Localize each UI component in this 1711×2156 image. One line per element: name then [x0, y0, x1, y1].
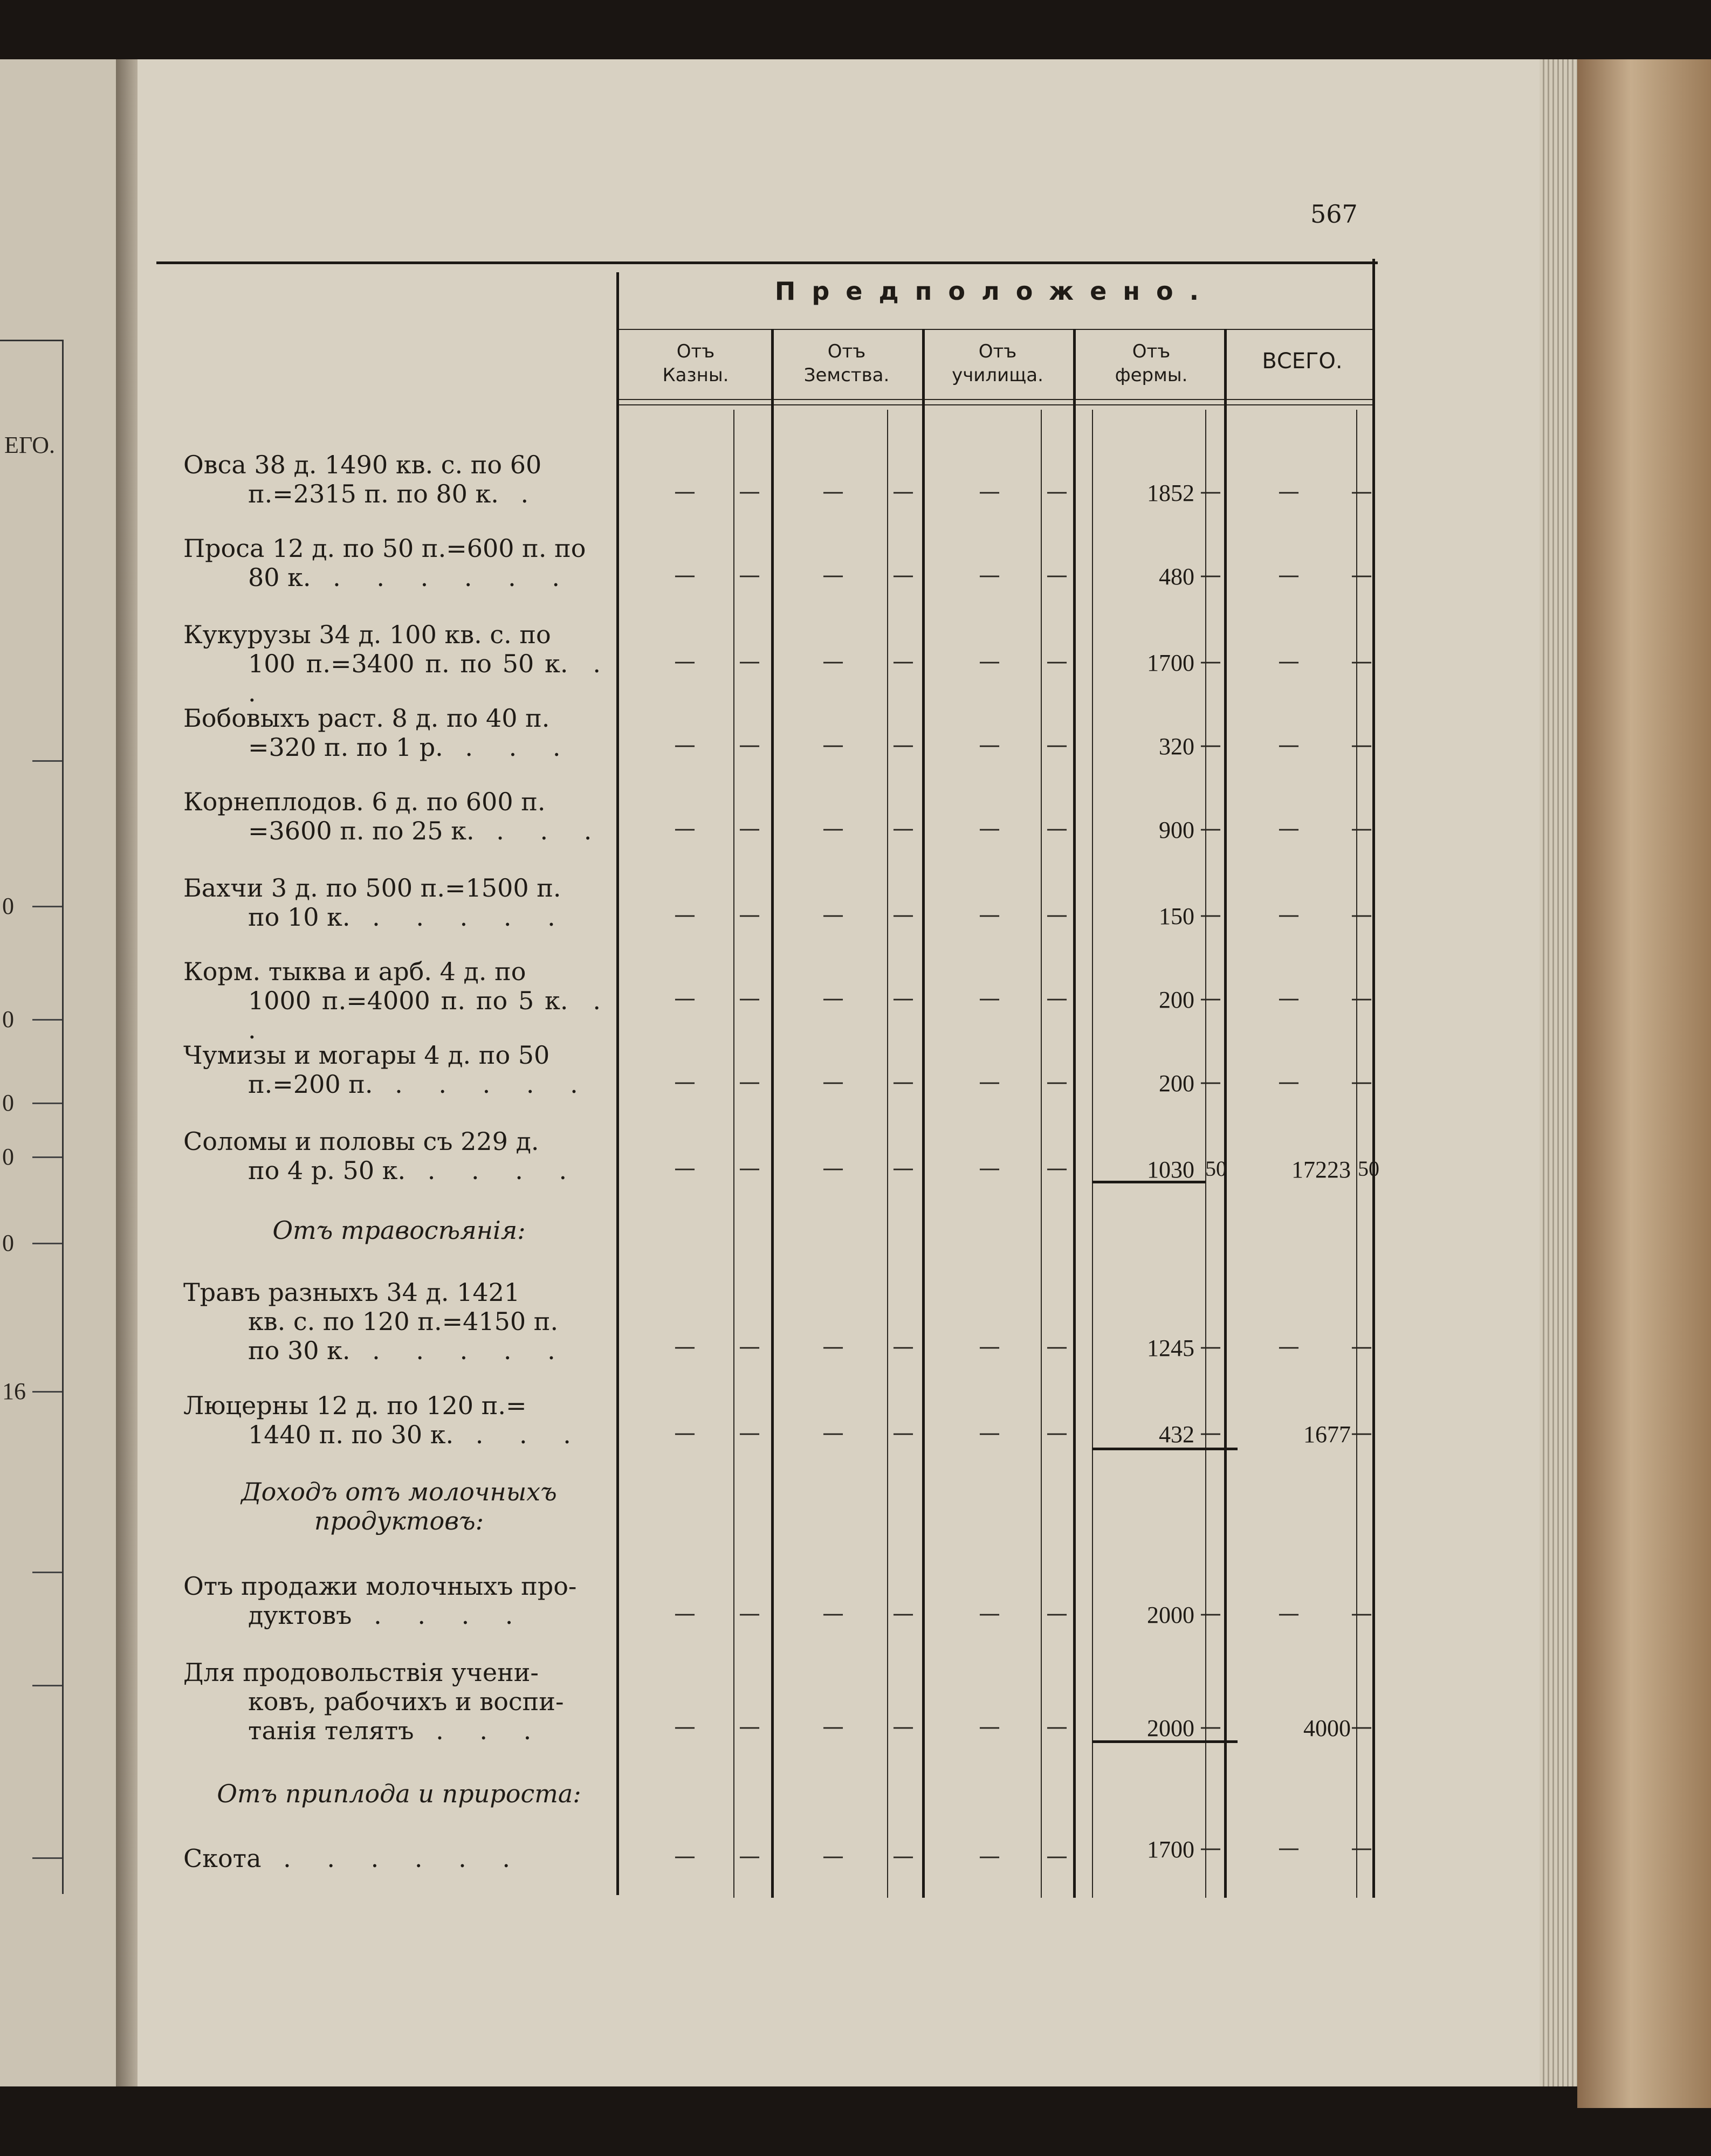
row-label-line: Корнеплодов. 6 д. по 600 п. [183, 787, 546, 816]
previous-page-rule [32, 1685, 62, 1686]
leader-dots: . . . [453, 1420, 585, 1449]
row-label-line: Корм. тыква и арб. 4 д. по [183, 957, 526, 986]
empty-cell-dash: — [1200, 986, 1221, 1011]
leader-dots: . [498, 479, 543, 508]
empty-cell-dash: — [1278, 903, 1300, 927]
empty-cell-dash: — [979, 1601, 1000, 1626]
empty-cell-dash: — [739, 903, 760, 927]
column-rule [887, 410, 888, 1898]
row-label [183, 1391, 615, 1449]
empty-cell-dash: — [979, 1844, 1000, 1869]
empty-cell-dash: — [674, 1156, 696, 1181]
empty-cell-dash: — [822, 1334, 844, 1359]
total-value: 4000 [1303, 1715, 1351, 1741]
column-rule [1041, 410, 1042, 1898]
column-header-zemstvo: Отъ Земства. [803, 341, 890, 386]
empty-cell-dash: — [979, 479, 1000, 504]
row-label-line: кв. с. по 120 п.=4150 п. [248, 1307, 559, 1336]
row-label-line: Скота [183, 1844, 262, 1873]
empty-cell-dash: — [739, 816, 760, 841]
empty-cell-dash: — [822, 1844, 844, 1869]
empty-cell-dash: — [674, 733, 696, 757]
row-label-line: Отъ продажи молочныхъ про- [183, 1572, 577, 1601]
column-header-ferma: Отъ фермы. [1115, 341, 1188, 386]
empty-cell-dash: — [1351, 733, 1372, 757]
row-label [183, 957, 615, 1044]
empty-cell-dash: — [1046, 1421, 1068, 1445]
empty-cell-dash: — [674, 903, 696, 927]
row-label [183, 787, 615, 845]
header-rule [619, 404, 1372, 405]
empty-cell-dash: — [1046, 479, 1068, 504]
empty-cell-dash: — [674, 1334, 696, 1359]
book-cover [1577, 59, 1711, 2108]
empty-cell-dash: — [1278, 816, 1300, 841]
empty-cell-dash: — [674, 1421, 696, 1445]
leader-dots: . . [248, 649, 615, 707]
row-label [183, 534, 615, 592]
page-number: 567 [1310, 199, 1358, 229]
row-label [183, 620, 615, 707]
leader-dots: . . . . . [350, 903, 569, 932]
empty-cell-dash: — [1351, 1601, 1372, 1626]
row-label [183, 1127, 615, 1185]
empty-cell-dash: — [1200, 816, 1221, 841]
section-heading: Отъ приплода и прироста: [217, 1779, 581, 1808]
empty-cell-dash: — [1046, 1070, 1068, 1094]
empty-cell-dash: — [1200, 1070, 1221, 1094]
empty-cell-dash: — [822, 649, 844, 674]
previous-page-value: 0 [2, 893, 14, 919]
empty-cell-dash: — [822, 1156, 844, 1181]
empty-cell-dash: — [1278, 1334, 1300, 1359]
row-label-line: 100 п.=3400 п. по 50 к. . . [248, 649, 615, 707]
empty-cell-dash: — [739, 1156, 760, 1181]
row-label-line: Бобовыхъ раст. 8 д. по 40 п. [183, 704, 550, 733]
empty-cell-dash: — [1200, 1421, 1221, 1445]
subtotal-rule [1092, 1740, 1238, 1743]
row-label-line: Чумизы и могары 4 д. по 50 [183, 1041, 550, 1070]
empty-cell-dash: — [892, 1070, 914, 1094]
row-label-line: 80 к. . . . . . . [248, 563, 574, 592]
empty-cell-dash: — [674, 1070, 696, 1094]
empty-cell-dash: — [979, 1334, 1000, 1359]
row-label-line: 1000 п.=4000 п. по 5 к. . . [248, 986, 615, 1044]
ferm-value: 1852 [1147, 480, 1194, 506]
empty-cell-dash: — [1351, 649, 1372, 674]
empty-cell-dash: — [1046, 733, 1068, 757]
empty-cell-dash: — [739, 1334, 760, 1359]
ferm-kopecks: 50 [1205, 1156, 1227, 1181]
empty-cell-dash: — [1046, 986, 1068, 1011]
empty-cell-dash: — [822, 816, 844, 841]
empty-cell-dash: — [674, 986, 696, 1011]
ferm-value: 150 [1159, 903, 1194, 929]
empty-cell-dash: — [892, 1334, 914, 1359]
row-label-line: п.=2315 п. по 80 к. . [248, 479, 543, 508]
empty-cell-dash: — [979, 1156, 1000, 1181]
empty-cell-dash: — [979, 816, 1000, 841]
empty-cell-dash: — [739, 1714, 760, 1739]
empty-cell-dash: — [1046, 903, 1068, 927]
leader-dots: . . . . . [373, 1070, 592, 1099]
empty-cell-dash: — [892, 1601, 914, 1626]
row-label [183, 450, 615, 508]
empty-cell-dash: — [1200, 563, 1221, 588]
empty-cell-dash: — [979, 563, 1000, 588]
empty-cell-dash: — [979, 649, 1000, 674]
row-label-line: Для продовольствія учени- [183, 1658, 539, 1687]
table-rule [616, 272, 619, 1895]
previous-page-rule [32, 906, 62, 907]
ferm-value: 320 [1159, 733, 1194, 760]
empty-cell-dash: — [892, 649, 914, 674]
total-value: 17223 [1291, 1156, 1351, 1183]
previous-page-table-edge [0, 340, 64, 1894]
row-label [183, 1278, 615, 1365]
empty-cell-dash: — [979, 903, 1000, 927]
empty-cell-dash: — [1278, 563, 1300, 588]
header-rule [619, 399, 1372, 400]
row-label-line: Люцерны 12 д. по 120 п.= [183, 1391, 527, 1420]
empty-cell-dash: — [674, 816, 696, 841]
ferm-value: 1700 [1147, 1836, 1194, 1863]
empty-cell-dash: — [674, 649, 696, 674]
empty-cell-dash: — [1351, 1714, 1372, 1739]
empty-cell-dash: — [739, 479, 760, 504]
empty-cell-dash: — [739, 1421, 760, 1445]
row-label-line: дуктовъ . . . . [248, 1601, 527, 1630]
table-top-rule [156, 261, 1378, 264]
empty-cell-dash: — [1046, 649, 1068, 674]
empty-cell-dash: — [674, 1601, 696, 1626]
previous-page-value: 0 [2, 1144, 14, 1170]
empty-cell-dash: — [739, 1601, 760, 1626]
empty-cell-dash: — [1046, 1156, 1068, 1181]
row-label-line: Овса 38 д. 1490 кв. с. по 60 [183, 450, 542, 479]
previous-page-rule [32, 1156, 62, 1158]
empty-cell-dash: — [674, 1714, 696, 1739]
empty-cell-dash: — [822, 1070, 844, 1094]
empty-cell-dash: — [979, 1714, 1000, 1739]
row-label-line: =3600 п. по 25 к. . . . [248, 816, 606, 845]
empty-cell-dash: — [1046, 816, 1068, 841]
row-label-line: по 10 к. . . . . . [248, 903, 569, 932]
empty-cell-dash: — [892, 1844, 914, 1869]
leader-dots: . . . . [352, 1601, 527, 1630]
empty-cell-dash: — [1200, 733, 1221, 757]
leader-dots: . . . [474, 816, 606, 845]
previous-page-rule [32, 1019, 62, 1021]
row-label-line: Соломы и половы съ 229 д. [183, 1127, 539, 1156]
empty-cell-dash: — [1278, 1601, 1300, 1626]
empty-cell-dash: — [892, 1156, 914, 1181]
row-label-line: по 4 р. 50 к. . . . . [248, 1156, 581, 1185]
empty-cell-dash: — [979, 1421, 1000, 1445]
empty-cell-dash: — [822, 903, 844, 927]
row-label [183, 1844, 615, 1873]
ferm-value: 2000 [1147, 1715, 1194, 1741]
empty-cell-dash: — [979, 986, 1000, 1011]
empty-cell-dash: — [1351, 1334, 1372, 1359]
subtotal-rule [1092, 1181, 1205, 1183]
ferm-value: 480 [1159, 563, 1194, 590]
empty-cell-dash: — [739, 1070, 760, 1094]
column-rule [1356, 410, 1357, 1898]
empty-cell-dash: — [1278, 649, 1300, 674]
ferm-value: 200 [1159, 1070, 1194, 1097]
empty-cell-dash: — [892, 563, 914, 588]
empty-cell-dash: — [739, 1844, 760, 1869]
empty-cell-dash: — [1351, 903, 1372, 927]
column-header-uchilishche: Отъ училища. [952, 341, 1043, 386]
ferm-value: 200 [1159, 987, 1194, 1013]
empty-cell-dash: — [1200, 1714, 1221, 1739]
page-edges [1540, 59, 1577, 2086]
section-heading: Доходъ отъ молочныхъ продуктовъ: [241, 1477, 557, 1535]
leader-dots: . . . [443, 733, 575, 762]
leader-dots: . . . . . . [261, 1844, 524, 1873]
empty-cell-dash: — [1278, 733, 1300, 757]
row-label-line: Травъ разныхъ 34 д. 1421 [183, 1278, 520, 1307]
column-header-kazna: Отъ Казны. [662, 341, 729, 386]
ferm-value: 1245 [1147, 1335, 1194, 1361]
leader-dots: . . . . . . [311, 563, 574, 592]
empty-cell-dash: — [674, 563, 696, 588]
empty-cell-dash: — [892, 733, 914, 757]
empty-cell-dash: — [892, 986, 914, 1011]
ferm-value: 2000 [1147, 1602, 1194, 1628]
leader-dots: . . [248, 986, 615, 1044]
empty-cell-dash: — [822, 563, 844, 588]
empty-cell-dash: — [1200, 1334, 1221, 1359]
row-label-line: Кукурузы 34 д. 100 кв. с. по [183, 620, 551, 649]
empty-cell-dash: — [979, 733, 1000, 757]
empty-cell-dash: — [1200, 479, 1221, 504]
column-rule [1092, 410, 1093, 1898]
row-label-line: ковъ, рабочихъ и воспи- [248, 1687, 564, 1716]
row-label-line: по 30 к. . . . . . [248, 1336, 569, 1365]
ferm-value: 1700 [1147, 650, 1194, 676]
empty-cell-dash: — [892, 903, 914, 927]
empty-cell-dash: — [822, 1421, 844, 1445]
column-rule [1205, 410, 1206, 1898]
empty-cell-dash: — [674, 1844, 696, 1869]
empty-cell-dash: — [739, 733, 760, 757]
empty-cell-dash: — [1200, 1601, 1221, 1626]
row-label-line: п.=200 п. . . . . . [248, 1070, 592, 1099]
column-rule [733, 410, 734, 1898]
row-label-line: 1440 п. по 30 к. . . . [248, 1420, 585, 1449]
column-header-total: ВСЕГО. [1262, 349, 1343, 374]
row-label-line: Бахчи 3 д. по 500 п.=1500 п. [183, 873, 561, 903]
empty-cell-dash: — [1200, 903, 1221, 927]
empty-cell-dash: — [822, 733, 844, 757]
leader-dots: . . . [414, 1716, 546, 1745]
empty-cell-dash: — [822, 986, 844, 1011]
empty-cell-dash: — [979, 1070, 1000, 1094]
column-rule [771, 329, 774, 1898]
empty-cell-dash: — [1046, 1334, 1068, 1359]
row-label-line: Проса 12 д. по 50 п.=600 п. по [183, 534, 586, 563]
empty-cell-dash: — [892, 479, 914, 504]
previous-page-header-fragment: ЕГО. [4, 432, 55, 458]
row-label-line: танія телятъ . . . [248, 1716, 546, 1745]
empty-cell-dash: — [1200, 649, 1221, 674]
empty-cell-dash: — [739, 986, 760, 1011]
section-heading: Отъ травосѣянія: [272, 1216, 526, 1245]
previous-page-rule [32, 1857, 62, 1859]
empty-cell-dash: — [822, 1601, 844, 1626]
empty-cell-dash: — [1351, 1070, 1372, 1094]
empty-cell-dash: — [822, 479, 844, 504]
previous-page-value: 0 [2, 1006, 14, 1032]
empty-cell-dash: — [674, 479, 696, 504]
previous-page-rule [32, 760, 62, 762]
row-label [183, 704, 615, 762]
empty-cell-dash: — [739, 649, 760, 674]
empty-cell-dash: — [1351, 816, 1372, 841]
empty-cell-dash: — [1046, 1844, 1068, 1869]
empty-cell-dash: — [1200, 1836, 1221, 1861]
ferm-value: 432 [1159, 1421, 1194, 1448]
column-rule [922, 329, 925, 1898]
row-label [183, 873, 615, 932]
previous-page-rule [32, 1243, 62, 1244]
empty-cell-dash: — [1278, 986, 1300, 1011]
row-label-line: =320 п. по 1 р. . . . [248, 733, 575, 762]
total-value: 1677 [1303, 1421, 1351, 1448]
empty-cell-dash: — [1278, 1070, 1300, 1094]
empty-cell-dash: — [1046, 1601, 1068, 1626]
row-label [183, 1041, 615, 1099]
column-rule [1224, 329, 1227, 1898]
total-kopecks: 50 [1358, 1156, 1379, 1181]
ferm-value: 1030 [1147, 1156, 1194, 1183]
empty-cell-dash: — [1351, 563, 1372, 588]
empty-cell-dash: — [1351, 986, 1372, 1011]
empty-cell-dash: — [892, 816, 914, 841]
row-label [183, 1658, 615, 1745]
previous-page-value: 0 [2, 1230, 14, 1256]
leader-dots: . . . . . [350, 1336, 569, 1365]
column-rule [1073, 329, 1076, 1898]
empty-cell-dash: — [892, 1421, 914, 1445]
table-rule [1372, 259, 1375, 1898]
empty-cell-dash: — [1278, 479, 1300, 504]
row-label [183, 1572, 615, 1630]
previous-page-value: 16 [2, 1378, 26, 1404]
empty-cell-dash: — [1278, 1836, 1300, 1861]
header-rule [619, 329, 1372, 330]
subtotal-rule [1092, 1448, 1238, 1450]
ferm-value: 900 [1159, 817, 1194, 843]
previous-page-rule [32, 1103, 62, 1104]
empty-cell-dash: — [1046, 563, 1068, 588]
previous-page-rule [32, 1572, 62, 1573]
empty-cell-dash: — [1351, 479, 1372, 504]
empty-cell-dash: — [1351, 1836, 1372, 1861]
previous-page-value: 0 [2, 1090, 14, 1116]
table-title: Предположено. [774, 277, 1215, 306]
previous-page-rule [32, 1391, 62, 1393]
empty-cell-dash: — [892, 1714, 914, 1739]
empty-cell-dash: — [1046, 1714, 1068, 1739]
empty-cell-dash: — [1351, 1421, 1372, 1445]
empty-cell-dash: — [822, 1714, 844, 1739]
leader-dots: . . . . [406, 1156, 581, 1185]
book-gutter [116, 59, 138, 2086]
empty-cell-dash: — [739, 563, 760, 588]
